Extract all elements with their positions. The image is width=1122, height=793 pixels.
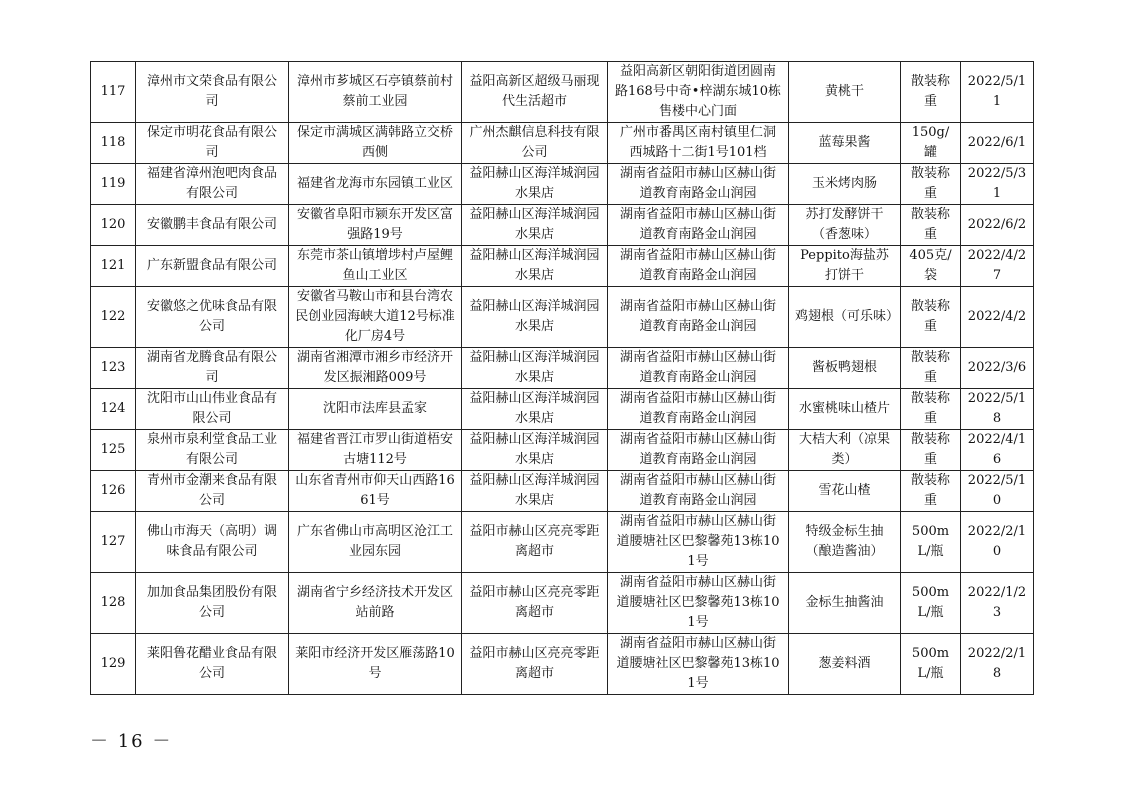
inspection-results-table: [90, 61, 1034, 695]
table-row: [91, 246, 1034, 287]
row-number-cell: 123: [91, 348, 136, 389]
spec-cell: 散装称重: [901, 389, 961, 430]
product-name-cell: 特级金标生抽（酿造酱油）: [789, 512, 901, 573]
producer-name-cell: 安徽鹏丰食品有限公司: [136, 205, 289, 246]
production-date-cell: 2022/4/27: [961, 246, 1034, 287]
seller-name-cell: 益阳赫山区海洋城润园水果店: [462, 389, 608, 430]
row-number-cell: 119: [91, 164, 136, 205]
spec-cell: 500mL/瓶: [901, 512, 961, 573]
producer-name-cell: 保定市明花食品有限公司: [136, 123, 289, 164]
table-row: [91, 634, 1034, 695]
table-row: [91, 573, 1034, 634]
row-number-cell: 125: [91, 430, 136, 471]
producer-address-cell: 莱阳市经济开发区雁荡路10号: [289, 634, 462, 695]
spec-cell: 散装称重: [901, 205, 961, 246]
seller-name-cell: 益阳赫山区海洋城润园水果店: [462, 471, 608, 512]
seller-name-cell: 广州杰麒信息科技有限公司: [462, 123, 608, 164]
seller-address-cell: 益阳高新区朝阳街道团圆南路168号中奇•梓湖东城10栋售楼中心门面: [608, 62, 789, 123]
producer-address-cell: 湖南省湘潭市湘乡市经济开发区振湘路009号: [289, 348, 462, 389]
table-row: [91, 205, 1034, 246]
product-name-cell: 金标生抽酱油: [789, 573, 901, 634]
row-number-cell: 118: [91, 123, 136, 164]
producer-name-cell: 福建省漳州泡吧肉食品有限公司: [136, 164, 289, 205]
seller-address-cell: 湖南省益阳市赫山区赫山街道教育南路金山润园: [608, 246, 789, 287]
product-name-cell: 蓝莓果酱: [789, 123, 901, 164]
production-date-cell: 2022/5/11: [961, 62, 1034, 123]
product-name-cell: 雪花山楂: [789, 471, 901, 512]
row-number-cell: 124: [91, 389, 136, 430]
production-date-cell: 2022/6/1: [961, 123, 1034, 164]
product-name-cell: 黄桃干: [789, 62, 901, 123]
seller-name-cell: 益阳高新区超级马丽现代生活超市: [462, 62, 608, 123]
row-number-cell: 122: [91, 287, 136, 348]
table-row: [91, 287, 1034, 348]
production-date-cell: 2022/5/31: [961, 164, 1034, 205]
seller-address-cell: 湖南省益阳市赫山区赫山街道教育南路金山润园: [608, 205, 789, 246]
producer-name-cell: 泉州市泉利堂食品工业有限公司: [136, 430, 289, 471]
seller-address-cell: 湖南省益阳市赫山区赫山街道教育南路金山润园: [608, 287, 789, 348]
production-date-cell: 2022/2/10: [961, 512, 1034, 573]
table-row: [91, 123, 1034, 164]
production-date-cell: 2022/1/23: [961, 573, 1034, 634]
producer-address-cell: 安徽省马鞍山市和县台湾农民创业园海峡大道12号标准化厂房4号: [289, 287, 462, 348]
producer-name-cell: 广东新盟食品有限公司: [136, 246, 289, 287]
table-row: [91, 164, 1034, 205]
seller-name-cell: 益阳赫山区海洋城润园水果店: [462, 430, 608, 471]
table-row: [91, 512, 1034, 573]
producer-name-cell: 湖南省龙腾食品有限公司: [136, 348, 289, 389]
spec-cell: 散装称重: [901, 430, 961, 471]
producer-address-cell: 东莞市茶山镇增埗村卢屋鲤鱼山工业区: [289, 246, 462, 287]
producer-name-cell: 佛山市海天（高明）调味食品有限公司: [136, 512, 289, 573]
producer-name-cell: 漳州市文荣食品有限公司: [136, 62, 289, 123]
spec-cell: 散装称重: [901, 287, 961, 348]
seller-address-cell: 湖南省益阳市赫山区赫山街道教育南路金山润园: [608, 348, 789, 389]
producer-name-cell: 加加食品集团股份有限公司: [136, 573, 289, 634]
seller-name-cell: 益阳市赫山区亮亮零距离超市: [462, 512, 608, 573]
row-number-cell: 121: [91, 246, 136, 287]
row-number-cell: 120: [91, 205, 136, 246]
spec-cell: 散装称重: [901, 471, 961, 512]
producer-address-cell: 保定市满城区满韩路立交桥西侧: [289, 123, 462, 164]
seller-address-cell: 湖南省益阳市赫山区赫山街道教育南路金山润园: [608, 471, 789, 512]
row-number-cell: 127: [91, 512, 136, 573]
production-date-cell: 2022/5/10: [961, 471, 1034, 512]
producer-address-cell: 安徽省阜阳市颍东开发区富强路19号: [289, 205, 462, 246]
producer-name-cell: 沈阳市山山伟业食品有限公司: [136, 389, 289, 430]
seller-address-cell: 湖南省益阳市赫山区赫山街道腰塘社区巴黎馨苑13栋101号: [608, 573, 789, 634]
seller-name-cell: 益阳市赫山区亮亮零距离超市: [462, 634, 608, 695]
producer-name-cell: 莱阳鲁花醋业食品有限公司: [136, 634, 289, 695]
production-date-cell: 2022/6/2: [961, 205, 1034, 246]
row-number-cell: 126: [91, 471, 136, 512]
seller-address-cell: 湖南省益阳市赫山区赫山街道腰塘社区巴黎馨苑13栋101号: [608, 512, 789, 573]
seller-name-cell: 益阳赫山区海洋城润园水果店: [462, 287, 608, 348]
table-row: [91, 62, 1034, 123]
producer-address-cell: 福建省晋江市罗山街道梧安古塘112号: [289, 430, 462, 471]
table-row: [91, 348, 1034, 389]
producer-name-cell: 安徽悠之优味食品有限公司: [136, 287, 289, 348]
production-date-cell: 2022/4/16: [961, 430, 1034, 471]
production-date-cell: 2022/5/18: [961, 389, 1034, 430]
producer-address-cell: 湖南省宁乡经济技术开发区站前路: [289, 573, 462, 634]
producer-address-cell: 漳州市芗城区石亭镇蔡前村蔡前工业园: [289, 62, 462, 123]
producer-address-cell: 山东省青州市仰天山西路1661号: [289, 471, 462, 512]
producer-name-cell: 青州市金潮来食品有限公司: [136, 471, 289, 512]
table-body: [91, 62, 1034, 695]
product-name-cell: 酱板鸭翅根: [789, 348, 901, 389]
production-date-cell: 2022/2/18: [961, 634, 1034, 695]
seller-address-cell: 湖南省益阳市赫山区赫山街道教育南路金山润园: [608, 430, 789, 471]
spec-cell: 405克/袋: [901, 246, 961, 287]
producer-address-cell: 广东省佛山市高明区沧江工业园东园: [289, 512, 462, 573]
table-row: [91, 430, 1034, 471]
product-name-cell: 苏打发酵饼干（香葱味）: [789, 205, 901, 246]
product-name-cell: 大桔大利（凉果类）: [789, 430, 901, 471]
production-date-cell: 2022/3/6: [961, 348, 1034, 389]
product-name-cell: 鸡翅根（可乐味）: [789, 287, 901, 348]
producer-address-cell: 福建省龙海市东园镇工业区: [289, 164, 462, 205]
product-name-cell: 玉米烤肉肠: [789, 164, 901, 205]
seller-address-cell: 湖南省益阳市赫山区赫山街道教育南路金山润园: [608, 164, 789, 205]
spec-cell: 散装称重: [901, 348, 961, 389]
spec-cell: 150g/罐: [901, 123, 961, 164]
producer-address-cell: 沈阳市法库县孟家: [289, 389, 462, 430]
product-name-cell: 水蜜桃味山楂片: [789, 389, 901, 430]
spec-cell: 散装称重: [901, 62, 961, 123]
row-number-cell: 129: [91, 634, 136, 695]
spec-cell: 500mL/瓶: [901, 573, 961, 634]
table-row: [91, 471, 1034, 512]
seller-name-cell: 益阳赫山区海洋城润园水果店: [462, 205, 608, 246]
row-number-cell: 128: [91, 573, 136, 634]
spec-cell: 500mL/瓶: [901, 634, 961, 695]
row-number-cell: 117: [91, 62, 136, 123]
seller-name-cell: 益阳赫山区海洋城润园水果店: [462, 348, 608, 389]
seller-name-cell: 益阳赫山区海洋城润园水果店: [462, 246, 608, 287]
page-number: － 16 －: [90, 731, 173, 752]
table-row: [91, 389, 1034, 430]
seller-address-cell: 湖南省益阳市赫山区赫山街道教育南路金山润园: [608, 389, 789, 430]
spec-cell: 散装称重: [901, 164, 961, 205]
product-name-cell: 葱姜料酒: [789, 634, 901, 695]
seller-address-cell: 广州市番禺区南村镇里仁洞西城路十二街1号101档: [608, 123, 789, 164]
seller-address-cell: 湖南省益阳市赫山区赫山街道腰塘社区巴黎馨苑13栋101号: [608, 634, 789, 695]
seller-name-cell: 益阳赫山区海洋城润园水果店: [462, 164, 608, 205]
production-date-cell: 2022/4/2: [961, 287, 1034, 348]
product-name-cell: Peppito海盐苏打饼干: [789, 246, 901, 287]
seller-name-cell: 益阳市赫山区亮亮零距离超市: [462, 573, 608, 634]
